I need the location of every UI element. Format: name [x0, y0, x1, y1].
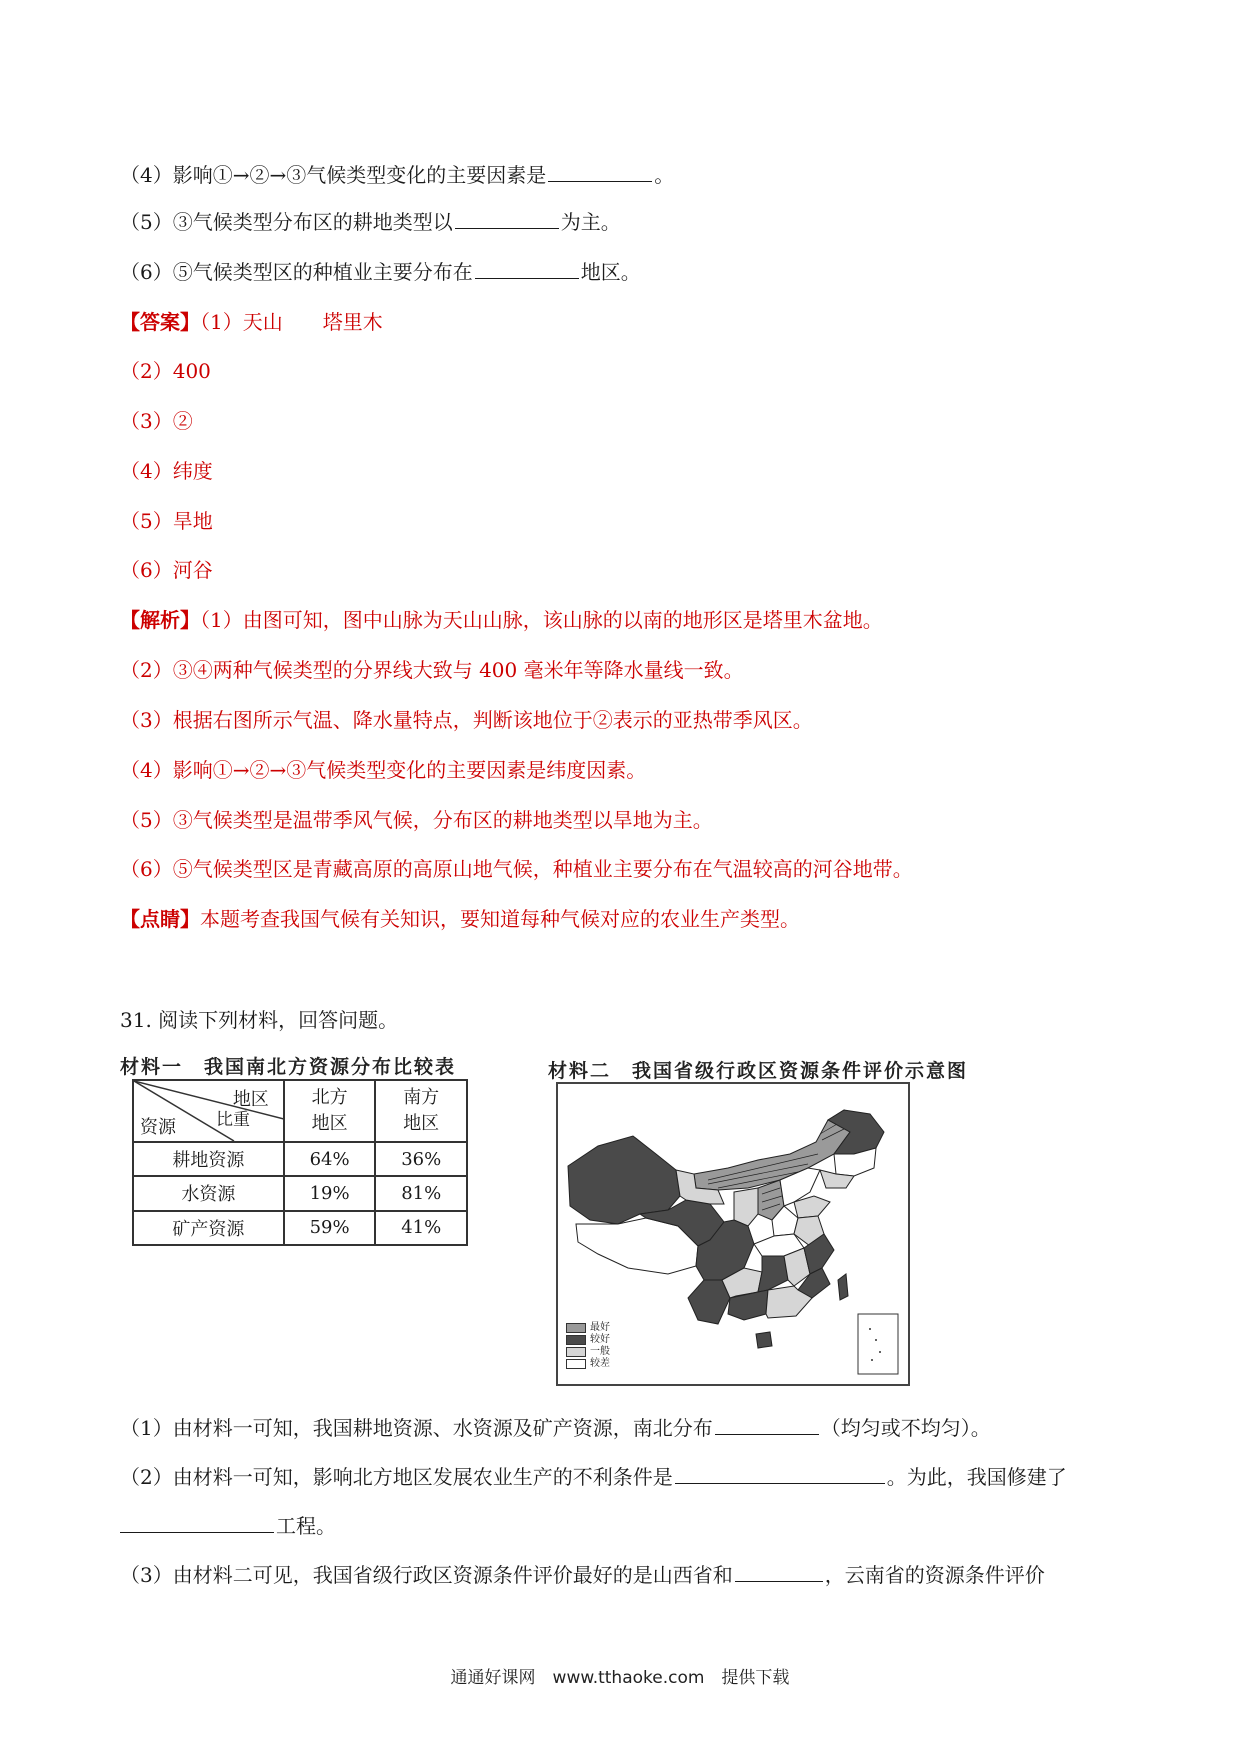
legend-label: 最好	[590, 1322, 610, 1333]
question-6-text: （6）⑤气候类型区的种植业主要分布在	[120, 260, 473, 284]
question-31-3	[120, 1561, 1045, 1589]
material-2-title: 材料二 我国省级行政区资源条件评价示意图	[548, 1060, 969, 1082]
answer-blank[interactable]	[548, 161, 652, 182]
question-5	[120, 208, 621, 236]
china-map-image	[558, 1084, 908, 1384]
question-31-1-suffix: （均匀或不均匀）。	[820, 1416, 991, 1440]
analysis-3: （3）根据右图所示气温、降水量特点，判断该地位于②表示的亚热带季风区。	[120, 708, 813, 732]
question-31-2-cont	[120, 1512, 336, 1540]
answer-blank[interactable]	[735, 1561, 823, 1582]
analysis-tag: 【解析】	[120, 608, 200, 632]
question-4-suffix: 。	[654, 163, 675, 187]
header-north	[284, 1080, 376, 1142]
row-south: 81%	[375, 1176, 467, 1210]
question-4	[120, 161, 674, 189]
legend-swatch	[566, 1335, 586, 1345]
question-31-2-text: （2）由材料一可知，影响北方地区发展农业生产的不利条件是	[120, 1465, 673, 1489]
answer-blank[interactable]	[675, 1463, 885, 1484]
answer-blank[interactable]	[120, 1512, 274, 1533]
comment-text: 本题考查我国气候有关知识，要知道每种气候对应的农业生产类型。	[200, 907, 800, 931]
comment-tag: 【点睛】	[120, 907, 200, 931]
row-name: 水资源	[133, 1176, 284, 1210]
row-north: 19%	[284, 1176, 376, 1210]
question-31-2b-suffix: 工程。	[276, 1514, 336, 1538]
legend-swatch	[566, 1347, 586, 1357]
question-31-2	[120, 1463, 1067, 1491]
answer-tag: 【答案】	[120, 310, 200, 334]
question-31-3-suffix: ，云南省的资源条件评价	[824, 1563, 1045, 1587]
analysis-4: （4）影响①→②→③气候类型变化的主要因素是纬度因素。	[120, 758, 647, 782]
row-name: 矿产资源	[133, 1211, 284, 1245]
answer-6: （6）河谷	[120, 558, 213, 582]
question-5-text: （5）③气候类型分布区的耕地类型以	[120, 210, 453, 234]
legend-label: 较好	[590, 1334, 610, 1345]
answer-3: （3）②	[120, 409, 193, 433]
legend-label: 一般	[590, 1346, 610, 1357]
question-5-suffix: 为主。	[560, 210, 621, 234]
header-north-label: 北方地区	[311, 1087, 348, 1134]
header-ratio: 比重	[216, 1110, 250, 1130]
row-north: 64%	[284, 1142, 376, 1176]
question-6-suffix: 地区。	[580, 260, 641, 284]
question-31-1	[120, 1414, 991, 1442]
question-31-3-text: （3）由材料二可见，我国省级行政区资源条件评价最好的是山西省和	[120, 1563, 733, 1587]
answer-blank[interactable]	[475, 258, 579, 279]
header-south-label: 南方地区	[403, 1087, 440, 1134]
answer-line-1	[120, 308, 383, 336]
question-31-title: 31. 阅读下列材料，回答问题。	[120, 1008, 399, 1032]
legend-item	[566, 1358, 610, 1370]
analysis-2: （2）③④两种气候类型的分界线大致与 400 毫米年等降水量线一致。	[120, 658, 744, 682]
answer-1: （1）天山 塔里木	[200, 310, 383, 334]
row-north: 59%	[284, 1211, 376, 1245]
question-31-1-text: （1）由材料一可知，我国耕地资源、水资源及矿产资源，南北分布	[120, 1416, 713, 1440]
question-6	[120, 258, 641, 286]
header-region: 地区	[232, 1089, 269, 1110]
row-south: 36%	[375, 1142, 467, 1176]
analysis-1: （1）由图可知，图中山脉为天山山脉，该山脉的以南的地形区是塔里木盆地。	[200, 608, 883, 632]
question-4-text: （4）影响①→②→③气候类型变化的主要因素是	[120, 163, 547, 187]
table-row	[133, 1142, 467, 1176]
legend-swatch	[566, 1323, 586, 1333]
table-diagonal-header	[133, 1080, 284, 1142]
row-name: 耕地资源	[133, 1142, 284, 1176]
header-resource: 资源	[140, 1117, 176, 1138]
analysis-line-1	[120, 606, 883, 634]
header-south	[375, 1080, 467, 1142]
material-1-title: 材料一 我国南北方资源分布比较表	[120, 1056, 457, 1078]
answer-blank[interactable]	[715, 1414, 819, 1435]
analysis-6: （6）⑤气候类型区是青藏高原的高原山地气候，种植业主要分布在气温较高的河谷地带。	[120, 857, 913, 881]
legend-label: 较差	[590, 1358, 610, 1369]
answer-blank[interactable]	[455, 208, 559, 229]
page-footer: 通通好课网 www.tthaoke.com 提供下载	[450, 1668, 790, 1688]
comment-line	[120, 905, 800, 933]
analysis-5: （5）③气候类型是温带季风气候，分布区的耕地类型以旱地为主。	[120, 808, 713, 832]
answer-5: （5）旱地	[120, 509, 213, 533]
legend-item	[566, 1334, 610, 1346]
resource-comparison-table	[132, 1079, 468, 1246]
map-legend	[566, 1322, 610, 1370]
table-row	[133, 1211, 467, 1245]
question-31-2-suffix: 。为此，我国修建了	[886, 1465, 1067, 1489]
legend-swatch	[566, 1359, 586, 1369]
row-south: 41%	[375, 1211, 467, 1245]
legend-item	[566, 1346, 610, 1358]
answer-2: （2）400	[120, 359, 211, 383]
answer-4: （4）纬度	[120, 459, 213, 483]
table-row	[133, 1176, 467, 1210]
legend-item	[566, 1322, 610, 1334]
